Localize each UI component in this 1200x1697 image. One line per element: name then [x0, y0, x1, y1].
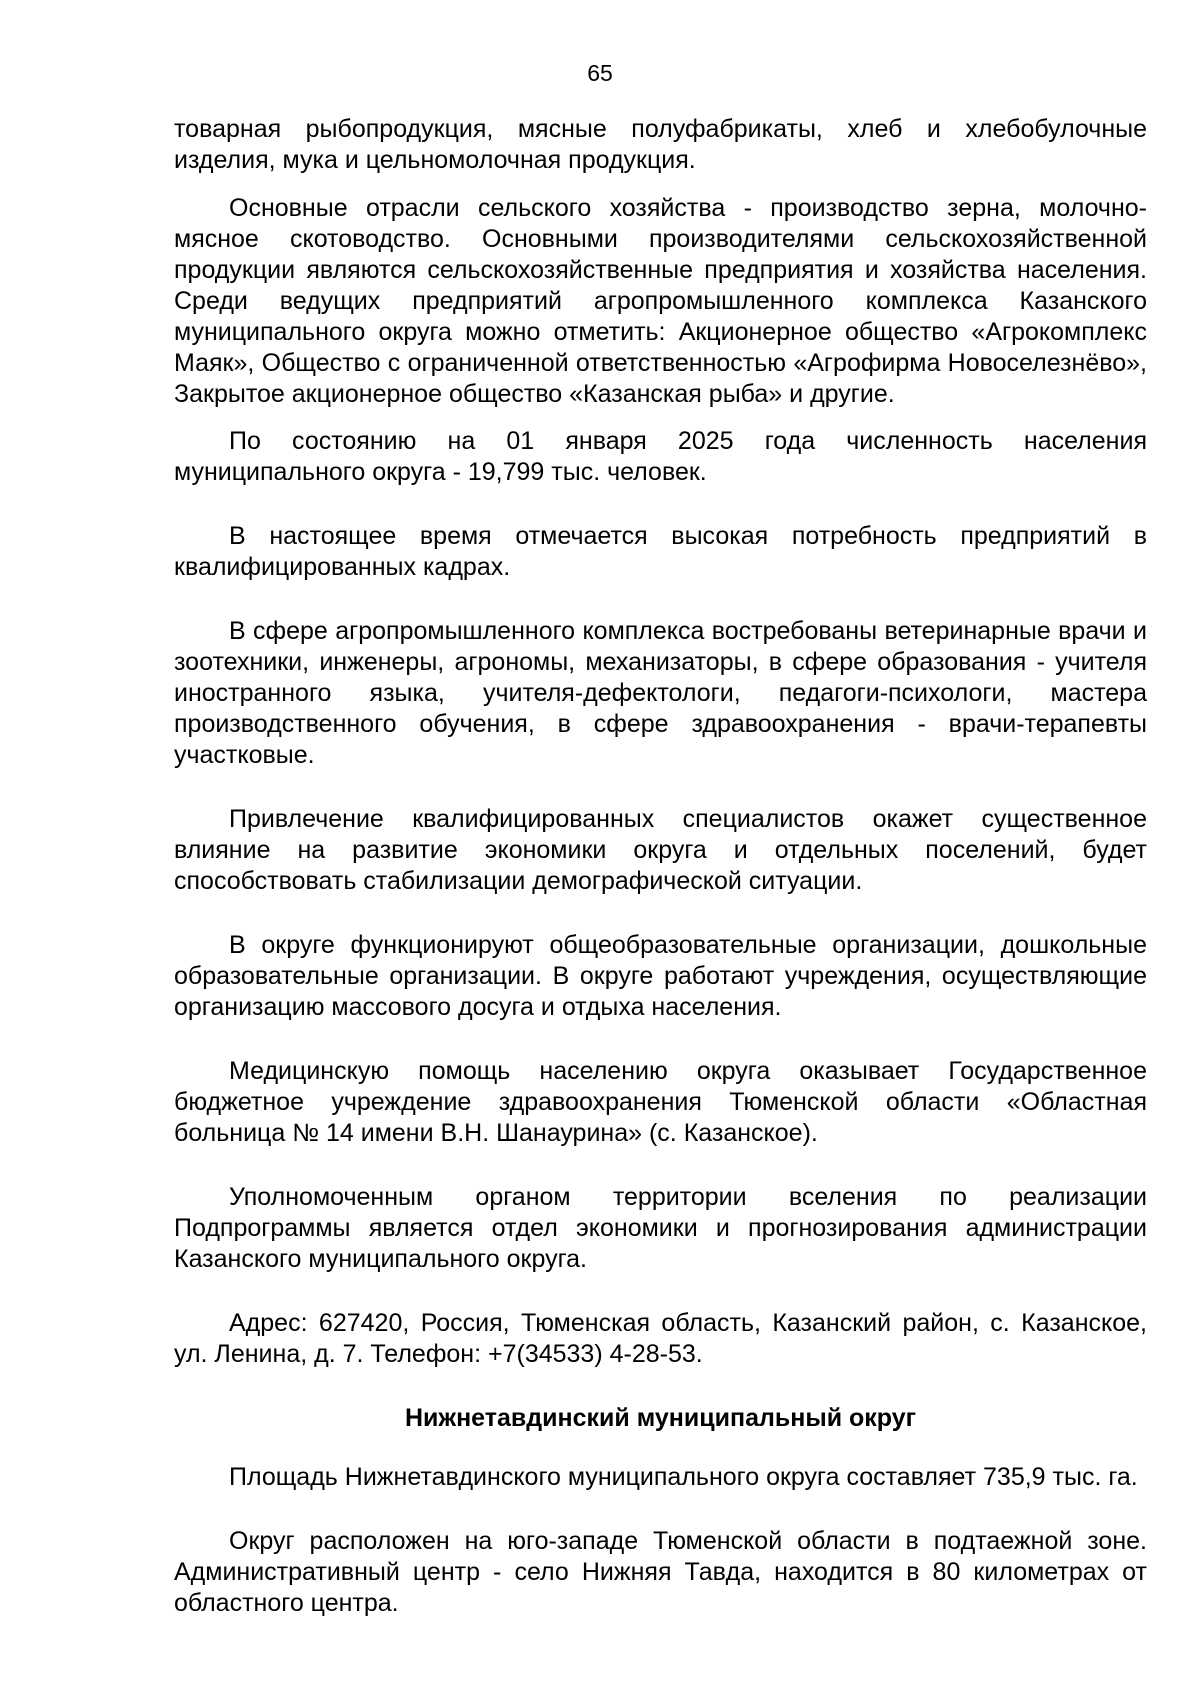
paragraph-medical-care: Медицинскую помощь населению округа оказывает Государственное бюджетное учреждение здравоохранения Тюменской области «Областная больница № 14 имени В.Н. Шанаурина» (с. Казанское).	[174, 1057, 1147, 1147]
paragraph-agriculture-sectors: Основные отрасли сельского хозяйства - производство зерна, молочно-мясное скотоводство. Основными производителями сельскохозяйственной продукции являются сельскохозяйственные предприятия и хозяйства населения. Среди ведущих предприятий агропромышленного комплекса Казанского муниципального округа можно отметить: Акционерное общество «Агрокомплекс Маяк», Общество с ограниченной ответственностью «Агрофирма Новоселезнёво», Закрытое акционерное общество «Казанская рыба» и другие.	[174, 194, 1147, 408]
paragraph-location: Округ расположен на юго-западе Тюменской области в подтаежной зоне. Административный центр - село Нижняя Тавда, находится в 80 километрах от областного центра.	[174, 1527, 1147, 1617]
document-body	[174, 114, 1147, 1635]
paragraph-staff-demand: В настоящее время отмечается высокая потребность предприятий в квалифицированных кадрах.	[174, 522, 1147, 581]
paragraph-specialists-impact: Привлечение квалифицированных специалистов окажет существенное влияние на развитие экономики округа и отдельных поселений, будет способствовать стабилизации демографической ситуации.	[174, 805, 1147, 895]
paragraph-educational-organizations: В округе функционируют общеобразовательные организации, дошкольные образовательные организации. В округе работают учреждения, осуществляющие организацию массового досуга и отдыха населения.	[174, 931, 1147, 1021]
paragraph-address: Адрес: 627420, Россия, Тюменская область, Казанский район, с. Казанское, ул. Ленина, д. 7. Телефон: +7(34533) 4-28-53.	[174, 1309, 1147, 1368]
paragraph-area: Площадь Нижнетавдинского муниципального округа составляет 735,9 тыс. га.	[229, 1463, 1138, 1491]
paragraph-demanded-professions: В сфере агропромышленного комплекса востребованы ветеринарные врачи и зоотехники, инженеры, агрономы, механизаторы, в сфере образования - учителя иностранного языка, учителя-дефектологи, педагоги-психологи, мастера производственного обучения, в сфере здравоохранения - врачи-терапевты участковые.	[174, 617, 1147, 769]
section-heading: Нижнетавдинский муниципальный округ	[404, 1404, 917, 1432]
paragraph-products-continuation: товарная рыбопродукция, мясные полуфабрикаты, хлеб и хлебобулочные изделия, мука и цельномолочная продукция.	[174, 115, 1147, 174]
paragraph-population: По состоянию на 01 января 2025 года численность населения муниципального округа - 19,799 тыс. человек.	[174, 427, 1147, 486]
paragraph-authorized-body: Уполномоченным органом территории вселения по реализации Подпрограммы является отдел экономики и прогнозирования администрации Казанского муниципального округа.	[174, 1183, 1147, 1273]
page-number: 65	[587, 60, 613, 86]
